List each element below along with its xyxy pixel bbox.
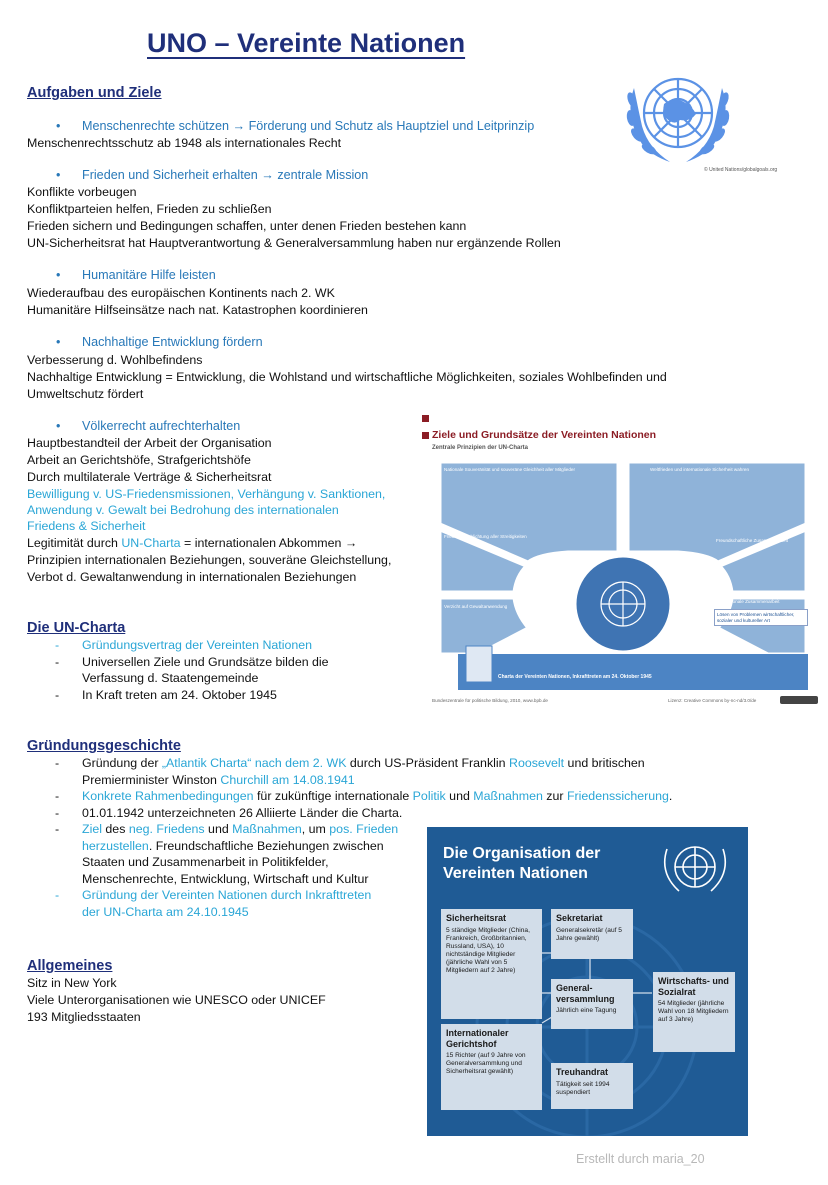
dash-icon: -	[55, 805, 60, 820]
page-title: UNO – Vereinte Nationen	[147, 28, 466, 58]
text-span: , um	[301, 822, 330, 836]
bullet-voelkerrecht: • Völkerrecht aufrechterhalten	[82, 418, 240, 435]
box-sicherheitsrat	[441, 909, 542, 1019]
figure-marker	[422, 432, 429, 439]
text-line: Viele Unterorganisationen wie UNESCO oder UNICEF	[27, 993, 326, 1007]
text-span-highlight: herzustellen	[82, 838, 149, 853]
text-line: Umweltschutz fördert	[27, 387, 144, 401]
list-item-text: Universellen Ziele und Grundsätze bilden die	[82, 654, 329, 669]
text-span: Legitimität durch	[27, 536, 122, 550]
text-line: Menschenrechtsschutz ab 1948 als internationales Recht	[27, 136, 342, 150]
figure-marker	[422, 415, 429, 422]
text-span: des	[101, 822, 129, 836]
figure-ziele-grundsaetze	[418, 410, 826, 710]
box-desc: 15 Richter (auf 9 Jahre von Generalversammlung und Sicherheitsrat gewählt)	[446, 1052, 526, 1075]
list-item	[55, 687, 329, 704]
bullet-menschenrechte: • Menschenrechte schützen → Förderung und Schutz als Hauptziel und Leitprinzip	[82, 118, 534, 135]
text-line: Prinzipien internationalen Beziehungen, souveräne Gleichstellung,	[27, 553, 392, 567]
text-line-legitimitaet	[27, 535, 357, 552]
text-line-highlight: Friedens & Sicherheit	[27, 519, 146, 533]
segment-label: Weltfrieden und internationale Sicherheit wahren	[650, 467, 749, 472]
heading-un-charta: Die UN-Charta	[27, 620, 126, 636]
list-item	[55, 637, 329, 654]
text-line: Arbeit an Gerichtshöfe, Strafgerichtshöfe	[27, 453, 251, 467]
text-span: = internationalen Abkommen →	[180, 536, 358, 550]
figure1-title: Ziele und Grundsätze der Vereinten Nationen	[432, 429, 657, 441]
box-desc: Generalsekretär (auf 5 Jahre gewählt)	[556, 926, 622, 942]
bullet-humanitaere-hilfe: • Humanitäre Hilfe leisten	[82, 267, 216, 284]
list-item-continuation	[55, 772, 672, 789]
text-span-highlight: Konkrete Rahmenbedingungen	[82, 789, 254, 803]
un-logo	[612, 58, 778, 173]
cc-license-icon	[780, 696, 818, 704]
dash-icon: -	[55, 654, 60, 669]
text-span: .	[668, 789, 673, 803]
text-line: Humanitäre Hilfseinsätze nach nat. Katastrophen koordinieren	[27, 303, 368, 317]
text-line: Nachhaltige Entwicklung = Entwicklung, die Wohlstand und wirtschaftliche Möglichkeiten, soziales Wohlbefinden und	[27, 370, 667, 384]
heading-gruendungsgeschichte: Gründungsgeschichte	[27, 738, 181, 754]
box-title: Sekretariat	[556, 913, 603, 923]
text-span-highlight: Churchill am 14.08.1941	[220, 772, 355, 787]
segment-label: Friedliche Schlichtung aller Streitigkeiten	[444, 534, 527, 539]
text-line: Durch multilaterale Verträge & Sicherheitsrat	[27, 470, 272, 484]
text-span-highlight: Friedenssicherung	[566, 789, 669, 803]
logo-credit: © United Nations/globalgoals.org	[704, 167, 778, 173]
segment-internationale-zusammenarbeit	[718, 598, 806, 654]
box-desc: 54 Mitglieder (jährliche Wahl von 18 Mitgliedern auf 3 Jahre)	[658, 1000, 729, 1023]
box-wirtschafts-sozialrat	[653, 972, 735, 1052]
box-desc: Tätigkeit seit 1994 suspendiert	[556, 1080, 610, 1096]
text-span: Premierminister Winston	[82, 772, 221, 787]
figure2-title-line: Die Organisation der	[443, 845, 601, 862]
list-item-text: In Kraft treten am 24. Oktober 1945	[82, 687, 277, 702]
text-line: UN-Sicherheitsrat hat Hauptverantwortung & Generalversammlung haben nur ergänzende Rollen	[27, 236, 561, 250]
banner-bg	[458, 654, 808, 690]
box-title: Treuhandrat	[556, 1067, 609, 1077]
list-item	[55, 654, 329, 671]
dash-icon: -	[55, 687, 60, 702]
text-span-highlight: Maßnahmen	[232, 822, 302, 836]
figure1-diagram	[418, 454, 826, 690]
list-item-text: Gründungsvertrag der Vereinten Nationen	[82, 638, 313, 652]
un-emblem-icon	[612, 58, 744, 173]
dash-icon: -	[55, 789, 60, 803]
list-item-text: Menschenrechte, Entwicklung, Wirtschaft und Kultur	[82, 871, 369, 886]
figure2-title-line: Vereinten Nationen	[443, 865, 588, 882]
box-gerichtshof	[441, 1024, 542, 1110]
charta-list	[55, 637, 329, 703]
heading-allgemeines: Allgemeines	[27, 958, 113, 974]
box-title: General-versammlung	[556, 983, 615, 1004]
segment-label: Nationale Souveränität und souveräne Gleichheit aller Mitglieder	[444, 467, 575, 472]
heading-aufgaben: Aufgaben und Ziele	[27, 85, 162, 101]
box-desc: Jährlich eine Tagung	[556, 1007, 617, 1014]
text-span: für zukünftige internationale	[253, 789, 413, 803]
text-line: Konflikte vorbeugen	[27, 185, 137, 199]
text-line-highlight: Bewilligung v. US-Friedensmissionen, Verhängung v. Sanktionen,	[27, 487, 386, 501]
list-item-text: Gründung der Vereinten Nationen durch Inkrafttreten	[82, 888, 372, 902]
text-span: und	[204, 822, 233, 836]
box-title: Internationaler Gerichtshof	[446, 1028, 509, 1049]
text-line: Konfliktparteien helfen, Frieden zu schließen	[27, 202, 272, 216]
bullet-nachhaltige-entwicklung: • Nachhaltige Entwicklung fördern	[82, 334, 263, 351]
text-line: Verbot d. Gewaltanwendung in internationalen Beziehungen	[27, 570, 357, 584]
figure1-credit-left: Bundeszentrale für politische Bildung, 2010, www.bpb.de	[432, 698, 548, 703]
box-sekretariat	[551, 909, 633, 959]
list-item-text: der UN-Charta am 24.10.1945	[82, 904, 249, 919]
dash-icon: -	[55, 638, 60, 652]
figure1-credit-right: Lizenz: Creative Commons by-nc-nd/3.0/de	[668, 698, 757, 703]
text-line: Hauptbestandteil der Arbeit der Organisation	[27, 436, 272, 450]
figure2-title	[443, 844, 600, 884]
charter-book-icon	[466, 646, 492, 682]
list-item-continuation	[55, 670, 329, 687]
figure-organisation	[427, 827, 748, 1136]
dash-icon: -	[55, 888, 60, 902]
segment-label: Verzicht auf Gewaltanwendung	[444, 604, 508, 609]
text-span: zur	[542, 789, 567, 803]
bullet-frieden: • Frieden und Sicherheit erhalten → zentrale Mission	[82, 167, 368, 184]
text-line-highlight: Anwendung v. Gewalt bei Bedrohung des internationalen	[27, 503, 339, 517]
list-item-text: 01.01.1942 unterzeichneten 26 Alliierte Länder die Charta.	[82, 805, 403, 820]
text-span-highlight: „Atlantik Charta“ nach dem 2. WK	[161, 756, 347, 770]
text-span: und britischen	[564, 756, 645, 770]
banner-label: Charta der Vereinten Nationen, Inkrafttreten am 24. Oktober 1945	[498, 674, 652, 680]
text-span: Gründung der	[82, 756, 162, 770]
box-title: Sicherheitsrat	[446, 913, 507, 923]
text-span: und	[445, 789, 474, 803]
list-item-text: Staaten und Zusammenarbeit in Politikfelder,	[82, 855, 329, 869]
text-span-highlight: Roosevelt	[509, 756, 565, 770]
text-line: Verbesserung d. Wohlbefindens	[27, 353, 203, 367]
box-title: Wirtschafts- und Sozialrat	[658, 976, 729, 997]
figure1-subtitle: Zentrale Prinzipien der UN-Charta	[432, 445, 529, 451]
text-span: durch US-Präsident Franklin	[346, 756, 509, 770]
text-line: 193 Mitgliedsstaaten	[27, 1010, 141, 1024]
segment-detail-box: Lösen von Problemen wirtschaftlicher, sozialer und kultureller Art	[714, 609, 808, 626]
box-treuhandrat	[551, 1063, 633, 1109]
text-span-highlight: pos. Frieden	[329, 822, 399, 836]
list-item-text: Verfassung d. Staatengemeinde	[82, 671, 259, 685]
box-desc: 5 ständige Mitglieder (China, Frankreich, Großbritannien, Russland, USA), 10 nichtständige Mitglieder (jährliche Wahl von 5 Mitgliedern auf 2 Jahre)	[446, 926, 530, 974]
segment-label: Internationale Zusammenarbeit	[716, 599, 780, 604]
dash-icon: -	[55, 822, 60, 836]
segment-label: Freundschaftliche Zusammenarbeit	[716, 538, 789, 543]
dash-icon: -	[55, 756, 60, 770]
text-span-highlight: neg. Friedens	[128, 822, 205, 836]
text-span-highlight: Ziel	[82, 822, 102, 836]
text-span-highlight: UN-Charta	[121, 536, 181, 550]
text-span-highlight: Politik	[412, 789, 446, 803]
text-span-highlight: Maßnahmen	[473, 789, 543, 803]
list-item	[55, 788, 672, 805]
text-line: Sitz in New York	[27, 976, 117, 990]
text-line: Frieden sichern und Bedingungen schaffen, unter denen Frieden bestehen kann	[27, 219, 467, 233]
list-item	[55, 755, 672, 772]
footer-credit: Erstellt durch maria_20	[576, 1152, 705, 1166]
list-item	[55, 805, 672, 822]
text-line: Wiederaufbau des europäischen Kontinents nach 2. WK	[27, 286, 335, 300]
text-span: . Freundschaftliche Beziehungen zwischen	[148, 838, 384, 853]
box-generalversammlung	[551, 979, 633, 1029]
